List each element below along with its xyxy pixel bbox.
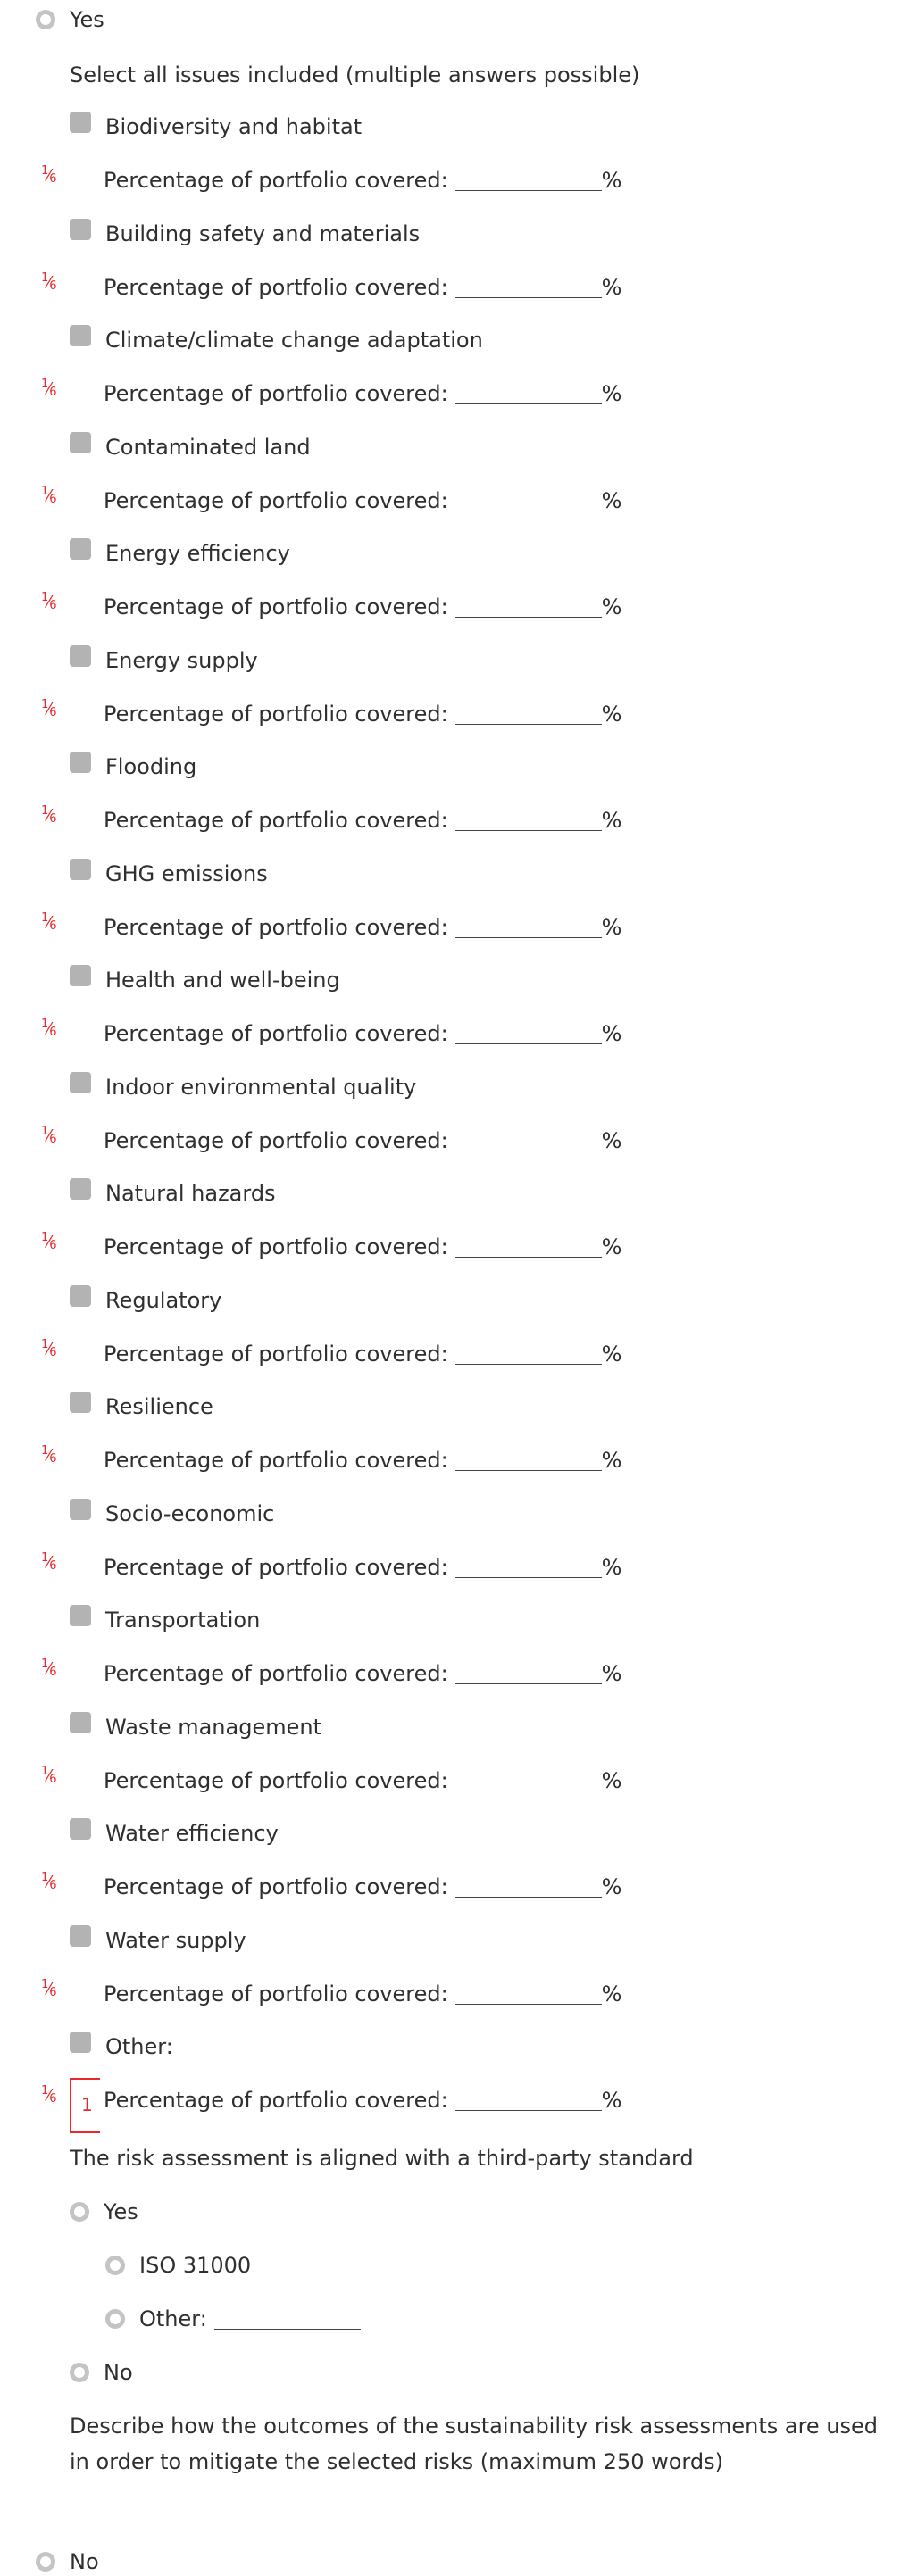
issue-checkbox[interactable] <box>70 1392 91 1413</box>
coverage-label: Percentage of portfolio covered: <box>104 168 448 193</box>
select-all-text: Select all issues included (multiple answers possible) <box>70 62 640 87</box>
coverage-row <box>104 1016 621 1051</box>
fraction-marker: $^1$ ⁄ $_6$ <box>41 1018 57 1039</box>
issue-item[interactable] <box>70 643 258 678</box>
fraction-marker: $^1$ ⁄ $_6$ <box>41 1338 57 1359</box>
fraction-marker: $^1$ ⁄ $_6$ <box>41 1765 57 1786</box>
issue-checkbox[interactable] <box>70 1178 91 1200</box>
fraction-marker: $^1$ ⁄ $_6$ <box>41 164 57 186</box>
coverage-row <box>104 1123 621 1159</box>
coverage-input[interactable] <box>455 384 602 404</box>
issue-checkbox[interactable] <box>70 538 91 560</box>
issue-checkbox[interactable] <box>70 112 91 133</box>
fraction-marker: $^1$ ⁄ $_6$ <box>41 1231 57 1252</box>
issue-checkbox[interactable] <box>70 965 91 986</box>
fraction-marker: $^1$ ⁄ $_6$ <box>41 1444 57 1466</box>
coverage-input[interactable] <box>455 1664 602 1684</box>
coverage-row <box>104 376 621 411</box>
coverage-label: Percentage of portfolio covered: <box>104 1128 448 1153</box>
issue-item[interactable] <box>70 1389 213 1425</box>
coverage-row <box>104 1442 621 1478</box>
word-counter-bracket <box>70 2078 100 2133</box>
percent-sign: % <box>601 1874 622 1899</box>
issue-checkbox[interactable] <box>70 859 91 880</box>
percent-sign: % <box>601 1768 622 1793</box>
issue-label: Waste management <box>105 1715 321 1740</box>
percent-sign: % <box>601 488 622 513</box>
issue-item[interactable] <box>70 856 268 892</box>
coverage-label: Percentage of portfolio covered: <box>104 381 448 406</box>
issue-item[interactable] <box>70 1709 321 1745</box>
iso-option[interactable] <box>105 2248 251 2283</box>
third-party-yes-label: Yes <box>104 2199 138 2224</box>
coverage-label: Percentage of portfolio covered: <box>104 1982 448 2007</box>
issue-label: Socio-economic <box>105 1501 275 1526</box>
fraction-marker: $^1$ ⁄ $_6$ <box>41 1978 57 1999</box>
issue-item[interactable] <box>70 749 196 785</box>
coverage-label: Percentage of portfolio covered: <box>104 1555 448 1580</box>
coverage-input[interactable] <box>455 1450 602 1471</box>
issue-item[interactable] <box>70 1602 260 1638</box>
third-party-yes-option[interactable] <box>70 2194 138 2230</box>
issue-label: Energy efficiency <box>105 541 290 566</box>
coverage-input[interactable] <box>455 597 602 618</box>
coverage-label: Percentage of portfolio covered: <box>104 1342 448 1367</box>
coverage-label: Percentage of portfolio covered: <box>104 1021 448 1046</box>
coverage-label: Percentage of portfolio covered: <box>104 1874 448 1899</box>
other-checkbox[interactable] <box>70 2032 91 2053</box>
no-label: No <box>70 2549 99 2574</box>
issue-item[interactable] <box>70 1923 246 1958</box>
percent-sign: % <box>601 1555 622 1580</box>
issue-checkbox[interactable] <box>70 752 91 773</box>
issue-item[interactable] <box>70 1176 276 1211</box>
coverage-input[interactable] <box>455 1771 602 1791</box>
coverage-input[interactable] <box>455 704 602 725</box>
issue-label: Water efficiency <box>105 1821 279 1846</box>
coverage-input[interactable] <box>455 1877 602 1898</box>
issue-checkbox[interactable] <box>70 1712 91 1733</box>
third-party-label: The risk assessment is aligned with a third-party standard <box>70 2146 694 2171</box>
issue-label: GHG emissions <box>105 861 268 886</box>
coverage-input[interactable] <box>455 170 602 191</box>
issue-label: Health and well-being <box>105 968 340 993</box>
coverage-row <box>104 1656 621 1691</box>
fraction-marker: $^1$ ⁄ $_6$ <box>41 911 57 933</box>
issue-item[interactable] <box>70 1816 279 1851</box>
coverage-input[interactable] <box>455 810 602 831</box>
issue-checkbox[interactable] <box>70 1605 91 1626</box>
coverage-row <box>104 1869 621 1905</box>
coverage-label: Percentage of portfolio covered: <box>104 1768 448 1793</box>
issue-item[interactable] <box>70 536 290 571</box>
issue-label: Transportation <box>105 1608 261 1633</box>
no-radio[interactable] <box>36 2552 55 2572</box>
coverage-label: Percentage of portfolio covered: <box>104 808 448 833</box>
coverage-input[interactable] <box>455 918 602 938</box>
issue-checkbox[interactable] <box>70 1818 91 1840</box>
fraction-marker: $^1$ ⁄ $_6$ <box>41 271 57 293</box>
coverage-label: Percentage of portfolio covered: <box>104 2088 448 2113</box>
fraction-marker: $^1$ ⁄ $_6$ <box>41 591 57 612</box>
coverage-row <box>104 589 621 625</box>
coverage-label: Percentage of portfolio covered: <box>104 594 448 619</box>
percent-sign: % <box>601 1234 622 1259</box>
issue-item[interactable] <box>70 429 311 465</box>
percent-sign: % <box>601 594 622 619</box>
yes-option[interactable] <box>36 2 104 37</box>
fraction-marker: $^1$ ⁄ $_6$ <box>41 485 57 506</box>
coverage-label: Percentage of portfolio covered: <box>104 915 448 940</box>
fraction-marker: $^1$ ⁄ $_6$ <box>41 2084 57 2106</box>
issue-label: Contaminated land <box>105 435 311 460</box>
yes-radio[interactable] <box>36 10 55 29</box>
issue-other[interactable] <box>70 2029 327 2065</box>
fraction-marker: $^1$ ⁄ $_6$ <box>41 1658 57 1679</box>
coverage-label: Percentage of portfolio covered: <box>104 1448 448 1473</box>
issue-label: Indoor environmental quality <box>105 1075 417 1100</box>
issue-label: Energy supply <box>105 648 258 673</box>
describe-question: Describe how the outcomes of the sustainability risk assessments are used in order to mitigate the selected risks (maximum 250 words) <box>70 2414 879 2474</box>
iso-label: ISO 31000 <box>139 2253 252 2278</box>
issue-checkbox[interactable] <box>70 432 91 453</box>
issue-item[interactable] <box>70 1283 221 1318</box>
coverage-label: Percentage of portfolio covered: <box>104 702 448 727</box>
coverage-row <box>104 483 621 519</box>
fraction-marker: $^1$ ⁄ $_6$ <box>41 1125 57 1146</box>
coverage-input[interactable] <box>455 491 602 511</box>
coverage-input[interactable] <box>455 1024 602 1044</box>
coverage-row <box>104 696 621 732</box>
issue-item[interactable] <box>70 1496 274 1532</box>
standard-other-radio[interactable] <box>105 2309 125 2329</box>
issue-label: Regulatory <box>105 1288 222 1313</box>
percent-sign: % <box>601 1021 622 1046</box>
issue-label: Resilience <box>105 1394 213 1419</box>
coverage-row <box>104 1976 621 2012</box>
coverage-input[interactable] <box>455 1558 602 1578</box>
no-option[interactable] <box>36 2551 99 2572</box>
issue-item[interactable] <box>70 962 340 998</box>
percent-sign: % <box>601 702 622 727</box>
percent-sign: % <box>601 1342 622 1367</box>
iso-radio[interactable] <box>105 2256 125 2275</box>
issue-item[interactable] <box>70 216 420 252</box>
coverage-label: Percentage of portfolio covered: <box>104 275 448 300</box>
percent-sign: % <box>601 915 622 940</box>
coverage-label: Percentage of portfolio covered: <box>104 1234 448 1259</box>
coverage-input[interactable] <box>455 1237 602 1258</box>
issue-checkbox[interactable] <box>70 325 91 346</box>
issue-checkbox[interactable] <box>70 1072 91 1093</box>
issue-label: Water supply <box>105 1928 246 1953</box>
coverage-input[interactable] <box>455 2090 602 2111</box>
coverage-input[interactable] <box>455 278 602 298</box>
fraction-marker: $^1$ ⁄ $_6$ <box>41 1871 57 1892</box>
percent-sign: % <box>601 1128 622 1153</box>
standard-other-label: Other: <box>139 2306 207 2331</box>
coverage-input[interactable] <box>455 1131 602 1151</box>
percent-sign: % <box>601 381 622 406</box>
percent-sign: % <box>601 168 622 193</box>
coverage-row <box>104 802 621 838</box>
third-party-question <box>70 2140 694 2176</box>
issue-label: Biodiversity and habitat <box>105 114 363 139</box>
third-party-no-option[interactable] <box>70 2355 133 2390</box>
percent-sign: % <box>601 1448 622 1473</box>
issue-checkbox[interactable] <box>70 219 91 240</box>
coverage-label: Percentage of portfolio covered: <box>104 488 448 513</box>
coverage-row <box>104 162 621 198</box>
other-input[interactable] <box>180 2037 327 2057</box>
issue-checkbox[interactable] <box>70 1925 91 1947</box>
coverage-row <box>104 1763 621 1799</box>
standard-other-input[interactable] <box>214 2309 361 2330</box>
word-counter-value: 1 <box>81 2094 93 2115</box>
issue-label: Natural hazards <box>105 1181 276 1206</box>
standard-other-option[interactable] <box>105 2301 361 2337</box>
coverage-row <box>104 1336 621 1372</box>
issue-label: Climate/climate change adaptation <box>105 328 483 353</box>
coverage-input[interactable] <box>455 1984 602 2005</box>
fraction-marker: $^1$ ⁄ $_6$ <box>41 804 57 826</box>
issue-checkbox[interactable] <box>70 1499 91 1520</box>
issue-label: Building safety and materials <box>105 221 421 246</box>
percent-sign: % <box>601 1661 622 1686</box>
percent-sign: % <box>601 1982 622 2007</box>
issue-checkbox[interactable] <box>70 645 91 667</box>
coverage-label: Percentage of portfolio covered: <box>104 1661 448 1686</box>
other-coverage-row <box>104 2082 621 2118</box>
fraction-marker: $^1$ ⁄ $_6$ <box>41 378 57 399</box>
third-party-no-radio[interactable] <box>70 2363 89 2382</box>
coverage-row <box>104 1229 621 1265</box>
issue-item[interactable] <box>70 109 362 145</box>
percent-sign: % <box>601 808 622 833</box>
coverage-row <box>104 1550 621 1585</box>
coverage-input[interactable] <box>455 1344 602 1365</box>
percent-sign: % <box>601 2088 622 2113</box>
third-party-no-label: No <box>104 2360 133 2385</box>
coverage-row <box>104 270 621 305</box>
issue-item[interactable] <box>70 1069 416 1105</box>
fraction-marker: $^1$ ⁄ $_6$ <box>41 1551 57 1573</box>
select-all-instruction <box>70 57 639 93</box>
third-party-yes-radio[interactable] <box>70 2202 89 2222</box>
issue-item[interactable] <box>70 322 483 358</box>
fraction-marker: $^1$ ⁄ $_6$ <box>41 698 57 719</box>
yes-label: Yes <box>70 7 104 32</box>
percent-sign: % <box>601 275 622 300</box>
other-label: Other: <box>105 2034 173 2059</box>
coverage-row <box>104 910 621 945</box>
issue-checkbox[interactable] <box>70 1285 91 1307</box>
issue-label: Flooding <box>105 754 197 779</box>
